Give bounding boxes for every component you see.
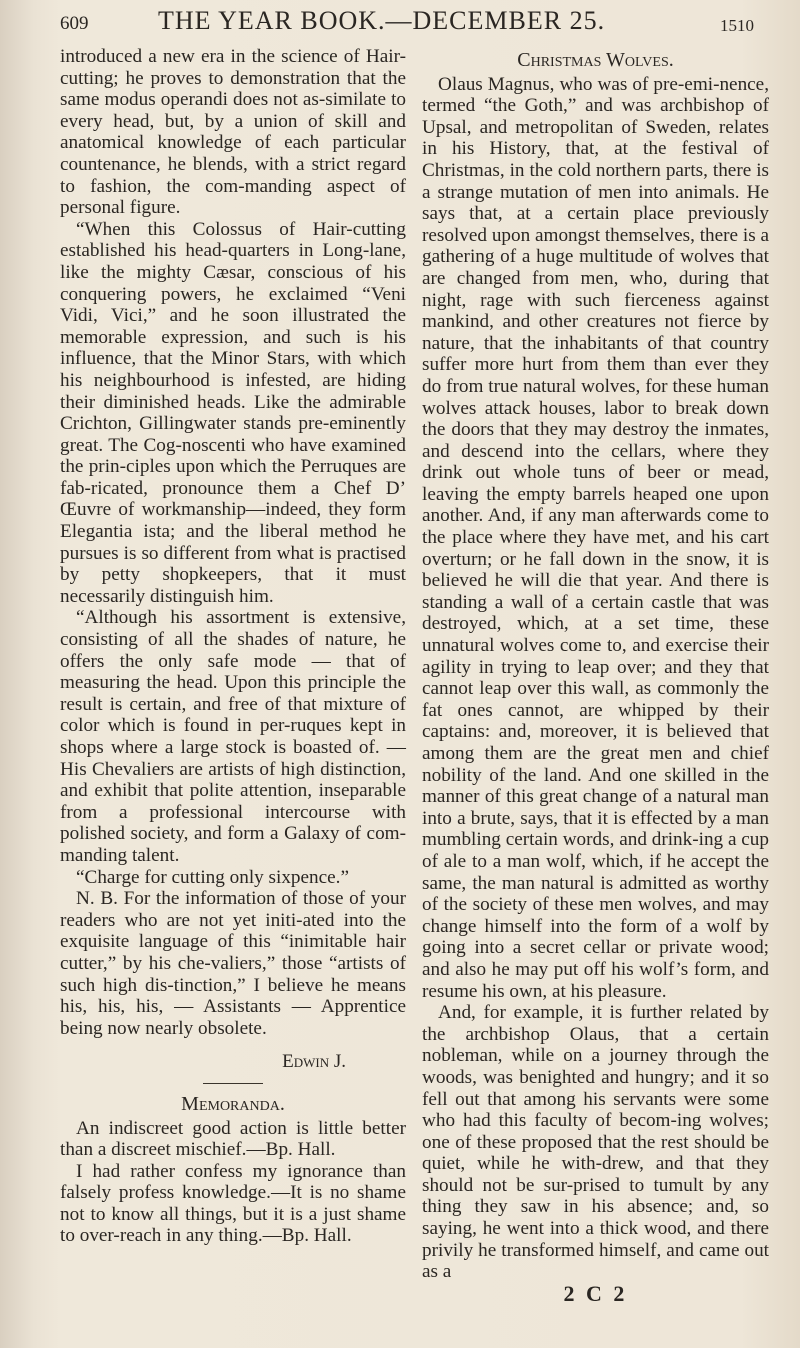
paragraph: Olaus Magnus, who was of pre-emi-nence, termed “the Goth,” and was archbishop of Upsal, and metropolitan of Sweden, relates in his History, that, at the festival of Christmas, in the cold northern parts, there is a strange mutation of men into animals. He says that, at a certain place previously resolved upon amongst themselves, there is a gathering of a huge multitude of wolves that are changed from men, who, during that night, rage with such fierceness against mankind, and other creatures not fierce by nature, that the inhabitants of that country suffer more hurt from them than ever they do from true natural wolves, for these human wolves attack houses, labor to break down the doors that they may destroy the inmates, and descend into the cellars, where they drink out whole tuns of beer or mead, leaving the empty barrels heaped one upon another. And, if any man afterwards come to the place where they have met, and his cart overturn; or he fall down in the snow, it is believed he will die that year. And there is standing a wall of a certain castle that was destroyed, which, at a set time, these unnatural wolves come to, and exercise their agility in trying to leap over; and they that cannot leap over this wall, as commonly the fat ones cannot, are whipped by their captains: and, moreover, it is believed that among them are the great men and chief nobility of the land. And one skilled in the manner of this great change of a natural man into a brute, says, that it is effected by a man mumbling certain words, and drink-ing a cup of ale to a man wolf, which, if he accept the same, the man natural is admitted as worthy of the society of these men wolves, and may change himself into the form of a wolf by going into a secret cellar or private wood; and also he may put off his wolf’s form, and resume his own, at his pleasure.: [422, 73, 769, 1002]
section-heading: Memoranda.: [181, 1092, 285, 1115]
signature: Edwin J.: [282, 1051, 346, 1073]
page-number-left: 609: [60, 13, 89, 34]
paragraph: N. B. For the information of those of your readers who are not yet initi-ated into the exquisite language of this “inimitable hair cutter,” by his che-valiers,” those “artists of such high dis-tinction,” I believe he means his, his, his, — Assistants — Apprentice being now nearly obsolete.: [60, 888, 406, 1039]
right-column: [422, 46, 769, 1304]
paragraph: “Although his assortment is extensive, consisting of all the shades of nature, he offers the only safe mode — that of measuring the head. Upon this principle the result is certain, and free of that mixture of color which is found in per-ruques kept in shops where a large stock is boasted of. — His Chevaliers are artists of high distinction, and exhibit that polite attention, inseparable from a professional intercourse with polished society, and form a Galaxy of com-manding talent.: [60, 607, 406, 866]
section-divider: [203, 1083, 263, 1084]
paragraph: “When this Colossus of Hair-cutting established his head-quarters in Long-lane, like the mighty Cæsar, conscious of his conquering powers, he exclaimed “Veni Vidi, Vici,” and he soon illustrated the memorable expression, and such is his influence, that the Minor Stars, with which his neighbourhood is infested, are hiding their diminished heads. Like the admirable Crichton, Gillingwater stands pre-eminently great. The Cog-noscenti who have examined the prin-ciples upon which the Perruques are fab-ricated, pronounce them a Chef D’ Œuvre of workmanship—indeed, they form Elegantia ista; and the liberal method he pursues is so different from what is practised by petty shopkeepers, that it must necessarily distinguish him.: [60, 218, 406, 607]
signature-mark: 2 C 2: [563, 1280, 628, 1306]
section-heading: Christmas Wolves.: [517, 49, 674, 71]
paragraph: An indiscreet good action is little better than a discreet mischief.—Bp. Hall.: [60, 1117, 406, 1161]
paragraph: introduced a new era in the science of Hair-cutting; he proves to demonstration that the same modus operandi does not as-similate to every head, but, by a union of skill and anatomical knowledge of each particular countenance, he blends, with a strict regard to fashion, the com-manding aspect of personal figure.: [60, 46, 406, 219]
running-header: [40, 6, 788, 40]
paragraph: “Charge for cutting only sixpence.”: [76, 866, 349, 888]
running-title: THE YEAR BOOK.—DECEMBER 25.: [158, 6, 606, 35]
left-column: [60, 46, 406, 1247]
column-number-right: 1510: [720, 16, 754, 35]
paragraph: I had rather confess my ignorance than falsely profess knowledge.—It is no shame not to know all things, but it is a just shame to over-reach in any thing.—Bp. Hall.: [60, 1160, 406, 1247]
paragraph: And, for example, it is further related by the archbishop Olaus, that a certain nobleman, while on a journey through the woods, was benighted and hungry; and it so fell out that among his servants were some who had this faculty of becom-ing wolves; one of these proposed that the rest should be quiet, while he with-drew, and that they should not be sur-prised to tumult by any thing they saw in his absence; and, so saying, he went into a thick wood, and there privily he transformed himself, and came out as a: [422, 1002, 769, 1283]
